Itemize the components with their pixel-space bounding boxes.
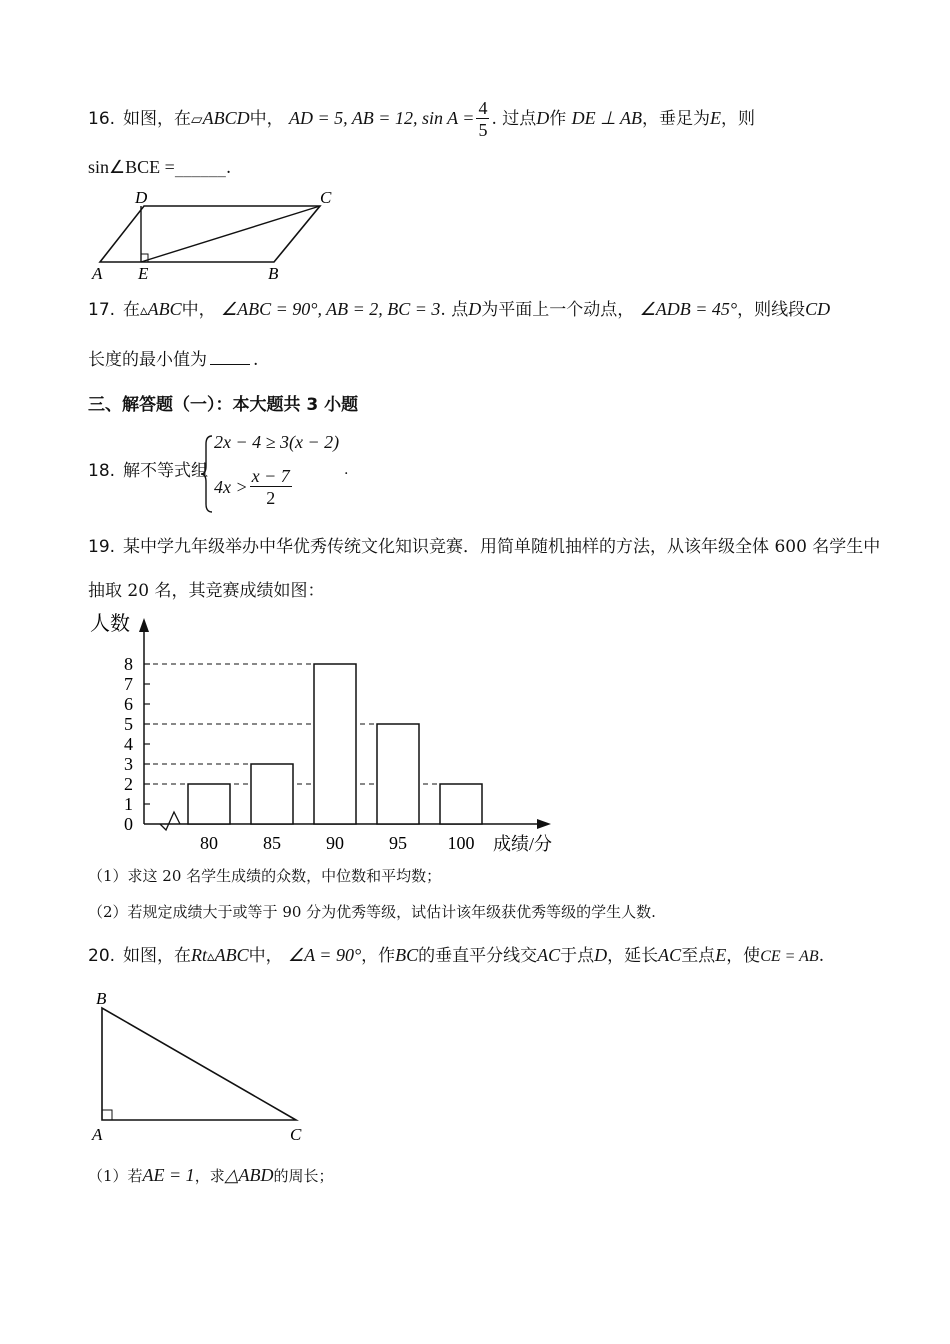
q19-line2: 抽取 20 名，其竞赛成绩如图： [88,581,325,601]
label-E: E [138,264,149,282]
q18-system: 2x − 4 ≥ 3(x − 2) 4x > $\frac{x - 7}{2}$ . [200,428,370,518]
y-tick-label-2: 2 [124,774,133,794]
q16-fraction: $\frac{4}{5}$ [478,98,488,140]
x-tick-label-90: 90 [326,833,344,853]
y-tick-label-7: 7 [124,674,133,694]
q19-part2: （2）若规定成绩大于或等于 90 分为优秀等级，试估计该年级获优秀等级的学生人数. [88,903,656,921]
q16-given: AD = 5, AB = 12, sin A = [289,108,475,128]
q17-line2: 长度的最小值为 . [88,350,259,370]
q18-number: 18. [88,461,116,481]
y-tick-label-8: 8 [124,654,133,674]
x-axis-arrow [537,819,551,829]
y-tick-label-1: 1 [124,794,133,814]
q18: 18. 解不等式组 [88,461,209,481]
x-tick-label-80: 80 [200,833,218,853]
score-bar-chart [88,610,578,860]
q19-line1: 19. 某中学九年级举办中华优秀传统文化知识竞赛．用简单随机抽样的方法，从该年级全体 600 名学生中 [88,537,881,557]
y-axis-arrow [139,618,149,632]
bar-85 [251,764,293,824]
label-A: A [92,1125,103,1144]
label-B: B [96,989,107,1008]
q17-number: 17. [88,300,116,320]
bar-100 [440,784,482,824]
q16-line2: sin∠BCE =______. [88,157,232,178]
q16-number: 16. [88,109,116,129]
q20-line1: 20. 如图，在Rt▵ABC中， ∠A = 90°，作BC的垂直平分线交AC于点D，延长AC至点E，使CE = AB. [88,945,825,966]
q17-line1: 17. 在▵ABC中， ∠ABC = 90°, AB = 2, BC = 3. 点D为平面上一个动点， ∠ADB = 45°，则线段CD [88,299,831,320]
q16-answer-blank[interactable]: ______ [174,158,226,178]
bar-90 [314,664,356,824]
bar-95 [377,724,419,824]
system-brace [200,434,214,514]
q20-number: 20. [88,946,116,966]
label-A: A [92,264,103,282]
y-tick-label-5: 5 [124,714,133,734]
label-C: C [320,188,332,207]
y-tick-label-0: 0 [124,814,133,834]
q16-line1: 16. 如图，在▱ABCD中， AD = 5, AB = 12, sin A = $\frac{4}{5}$ . 过点D作 DE ⊥ AB，垂足为E，则 [88,98,756,140]
q20-part1: （1）若AE = 1，求△ABD的周长； [88,1165,334,1185]
x-tick-label-95: 95 [389,833,407,853]
section-3-heading: 三、解答题（一）：本大题共 3 小题 [88,395,359,415]
bar-80 [188,784,230,824]
inequality-2: 4x > $\frac{x - 7}{2}$ [214,466,290,508]
x-axis-title: 成绩/分 [493,834,553,854]
q17-answer-blank[interactable] [210,348,250,365]
q19-number: 19. [88,537,116,557]
q19-part1: （1）求这 20 名学生成绩的众数，中位数和平均数； [88,867,442,885]
label-C: C [290,1125,302,1144]
figure-20-right-triangle [88,988,318,1148]
axis-break [160,812,180,830]
inequality-1: 2x − 4 ≥ 3(x − 2) [214,432,340,452]
figure-16-parallelogram [88,186,348,282]
x-tick-label-100: 100 [447,833,475,853]
y-tick-label-3: 3 [124,754,133,774]
label-D: D [135,188,148,207]
y-axis-title: 人数 [90,613,130,635]
y-tick-label-4: 4 [124,734,133,754]
y-tick-label-6: 6 [124,694,133,714]
x-tick-label-85: 85 [263,833,281,853]
label-B: B [268,264,279,282]
